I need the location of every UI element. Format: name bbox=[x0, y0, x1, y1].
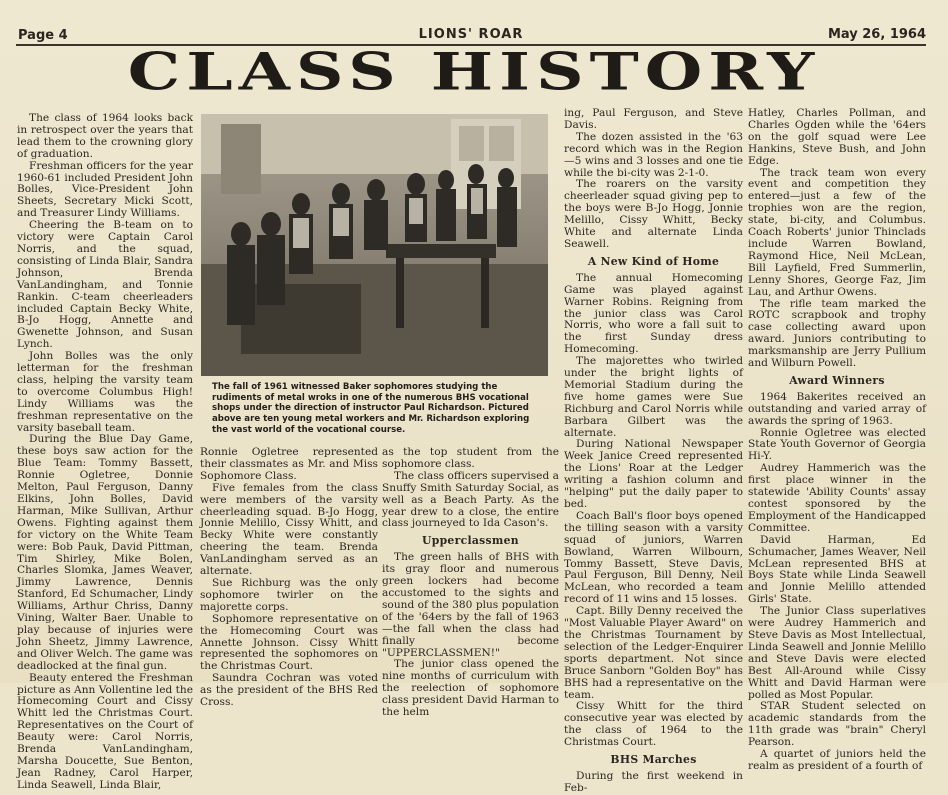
paragraph: Cissy Whitt for the third consecutive year was elected by the class of 1964 to the Christmas Court. bbox=[564, 700, 743, 749]
paragraph: Coach Ball's floor boys opened the tilling season with a varsity squad of juniors, Warren Bowland, Warren Wilbourn, Tommy Bassett, Steve Davis, Paul Ferguson, Bill Denny, Neil McLean, who recorded a team record of 11 wins and 15 losses. bbox=[564, 509, 743, 606]
photo-image bbox=[201, 114, 548, 376]
paragraph: During the Blue Day Game, these boys saw action for the Blue Team: Tommy Bassett, Ronnie Ogletree, Donnie Melton, Paul Ferguson, Danny Elkins, John Bolles, David Harman, Mike Sullivan, Arthur Owens. Fighting against them for victory on the White Team were: Bob Pauk, David Pittman, Tim Shirley, Mike Bolen, Charles Slomka, James Weaver, Jimmy Lawrence, Dennis Stanford, Ed Schumacher, Lindy Williams, Arthur Chriss, Danny Vining, Walter Baer. Unable to play because of injuries were John Sheetz, Jimmy Lawrence, and Oliver Welch. The game was deadlocked at the final gun. bbox=[17, 433, 193, 672]
paragraph: Capt. Billy Denny received the "Most Valuable Player Award" on the Christmas Tournament by selection of the Ledger-Enquirer sports department. Not since Bruce Sanborn "Golden Boy" has BHS had a representative on the team. bbox=[564, 605, 743, 701]
paragraph: David Harman, Ed Schumacher, James Weaver, Neil McLean represented BHS at Boys State while Linda Seawell and Jonnie Melillo attended Girls' State. bbox=[748, 533, 926, 606]
paragraph: as the top student from the sophomore class. bbox=[382, 446, 559, 470]
paragraph: Ronnie Ogletree represented their classmates as Mr. and Miss Sophomore Class. bbox=[200, 446, 378, 482]
paragraph: The rifle team marked the ROTC scrapbook and trophy case collecting award upon award. Juniors contributing to marksmanship are Jerry Pullium and Wilburn Powell. bbox=[748, 297, 926, 370]
paragraph: The class of 1964 looks back in retrospect over the years that lead them to the crowning glory of graduation. bbox=[17, 112, 193, 160]
paragraph: 1964 Bakerites received an outstanding and varied array of awards the spring of 1963. bbox=[748, 390, 926, 427]
paragraph: The Junior Class superlatives were Audrey Hammerich and Steve Davis as Most Intellectual, Linda Seawell and Jonnie Melillo and Steve Davis were elected Best All-Around while Cissy Whitt and David Harman were polled as Most Popular. bbox=[748, 605, 926, 701]
paragraph: STAR Student selected on academic standards from the 11th grade was "brain" Cheryl Pearson. bbox=[748, 700, 926, 749]
column-2 bbox=[200, 447, 378, 709]
paragraph: Cheering the B-team on to victory were Captain Carol Norris, and the squad, consisting of Linda Blair, Sandra Johnson, Brenda VanLandingham, and Tonnie Rankin. C-team cheerleaders included Captain Becky White, B-Jo Hogg, Annette and Gwenette Johnson, and Susan Lynch. bbox=[17, 219, 193, 351]
issue-date: May 26, 1964 bbox=[827, 27, 926, 42]
page-headline: CLASS HISTORY bbox=[127, 41, 821, 103]
paragraph: During the first weekend in Feb- bbox=[564, 769, 743, 794]
section-heading-award-winners: Award Winners bbox=[789, 373, 885, 387]
paragraph: The junior class opened the nine months of curriculum with the reelection of sophomore class president David Harman to the helm bbox=[382, 658, 559, 719]
column-5 bbox=[748, 108, 926, 773]
column-3 bbox=[382, 447, 559, 719]
section-heading-bhs-marches: BHS Marches bbox=[610, 753, 697, 767]
photo-caption: The fall of 1961 witnessed Baker sophomores studying the rudiments of metal wroks in one of the numerous BHS vocational shops under the direction of instructor Paul Richardson. Pictured above are ten young metal workers and Mr. Richardson exploring the vast world of the vocational course. bbox=[212, 382, 530, 435]
paragraph: Sophomore representative on the Homecoming Court was Annette Johnson. Cissy Whitt represented the sophomores on the Christmas Court. bbox=[200, 612, 378, 673]
paragraph: Hatley, Charles Pollman, and Charles Ogden while the '64ers on the golf squad were Lee Hankins, Steve Bush, and John Edge. bbox=[748, 107, 926, 167]
paragraph: Ronnie Ogletree was elected State Youth Governor of Georgia Hi-Y. bbox=[748, 426, 926, 463]
paragraph: The class officers supervised a Snuffy Smith Saturday Social, as well as a Beach Party. As the year drew to a close, the entire class journeyed to Ida Cason's. bbox=[382, 469, 559, 530]
paragraph: The track team won every event and competition they entered—just a few of the trophies won are the region, state, bi-city, and Columbus. Coach Roberts' junior Thinclads include Warren Bowland, Raymond Hice, Neil McLean, Bill Layfield, Fred Summerlin, Lenny Shores, George Faz, Jim Lau, and Arthur Owens. bbox=[748, 166, 926, 298]
paragraph: During National Newspaper Week Janice Creed represented the Lions' Roar at the Ledger writing a fashion column and "helping" put the daily paper to bed. bbox=[564, 438, 743, 510]
metal-shop-photo bbox=[201, 114, 548, 376]
paragraph: The annual Homecoming Game was played against Warner Robins. Reigning from the junior class was Carol Norris, who wore a fall suit to the first Sunday dress Homecoming. bbox=[564, 271, 743, 356]
paragraph: The green halls of BHS with its gray floor and numerous green lockers had become accustomed to the sights and sound of the 380 plus population of the '64ers by the fall of 1963—the fall when the class had finally become "UPPERCLASSMEN!" bbox=[382, 551, 559, 659]
section-heading-upperclassmen: Upperclassmen bbox=[422, 534, 519, 548]
page-number: Page 4 bbox=[18, 28, 68, 43]
paragraph: A quartet of juniors held the realm as president of a fourth of bbox=[748, 748, 926, 772]
paragraph: Beauty entered the Freshman picture as Ann Vollentine led the Homecoming Court and Cissy Whitt led the Christmas Court. Representatives on the Court of Beauty were: Carol Norris, Brenda VanLandingham, Marsha Doucette, Sue Benton, Jean Radney, Carol Harper, Linda Seawell, Linda Blair, bbox=[17, 671, 193, 791]
newspaper-name: LIONS' ROAR bbox=[418, 27, 524, 42]
column-4 bbox=[564, 108, 743, 795]
paragraph: Audrey Hammerich was the first place winner in the statewide 'Ability Counts' assay contest sponsored by the Employment of the Handicapped Committee. bbox=[748, 462, 926, 534]
paragraph: Freshman officers for the year 1960-61 included President John Bolles, Vice-President John Sheets, Secretary Micki Scott, and Treasurer Lindy Williams. bbox=[17, 159, 193, 220]
paragraph: ing, Paul Ferguson, and Steve Davis. bbox=[564, 107, 743, 131]
section-heading-new-kind-of-home: A New Kind of Home bbox=[587, 254, 720, 268]
column-1 bbox=[17, 113, 193, 792]
paragraph: The roarers on the varsity cheerleader squad giving pep to the boys were B-Jo Hogg, Jonnie Melillo, Cissy Whitt, Becky White and alternate Linda Seawell. bbox=[564, 178, 743, 250]
paragraph: Sue Richburg was the only sophomore twirler on the majorette corps. bbox=[200, 576, 378, 613]
paragraph: The majorettes who twirled under the bright lights of Memorial Stadium during the five home games were Sue Richburg and Carol Norris while Barbara Gilbert was the alternate. bbox=[564, 355, 743, 439]
paragraph: The dozen assisted in the '63 record which was in the Region—5 wins and 3 losses and one tie while the bi-city was 2-1-0. bbox=[564, 130, 743, 179]
paragraph: Saundra Cochran was voted as the president of the BHS Red Cross. bbox=[200, 672, 378, 709]
paragraph: John Bolles was the only letterman for the freshman class, helping the varsity team to overcome Columbus High! Lindy Williams was the freshman representative on the varsity baseball team. bbox=[17, 350, 193, 434]
paragraph: Five females from the class were members of the varsity cheerleading squad. B-Jo Hogg, Jonnie Melillo, Cissy Whitt, and Becky White were constantly cheering the team. Brenda VanLandingham served as an alternate. bbox=[200, 481, 378, 578]
